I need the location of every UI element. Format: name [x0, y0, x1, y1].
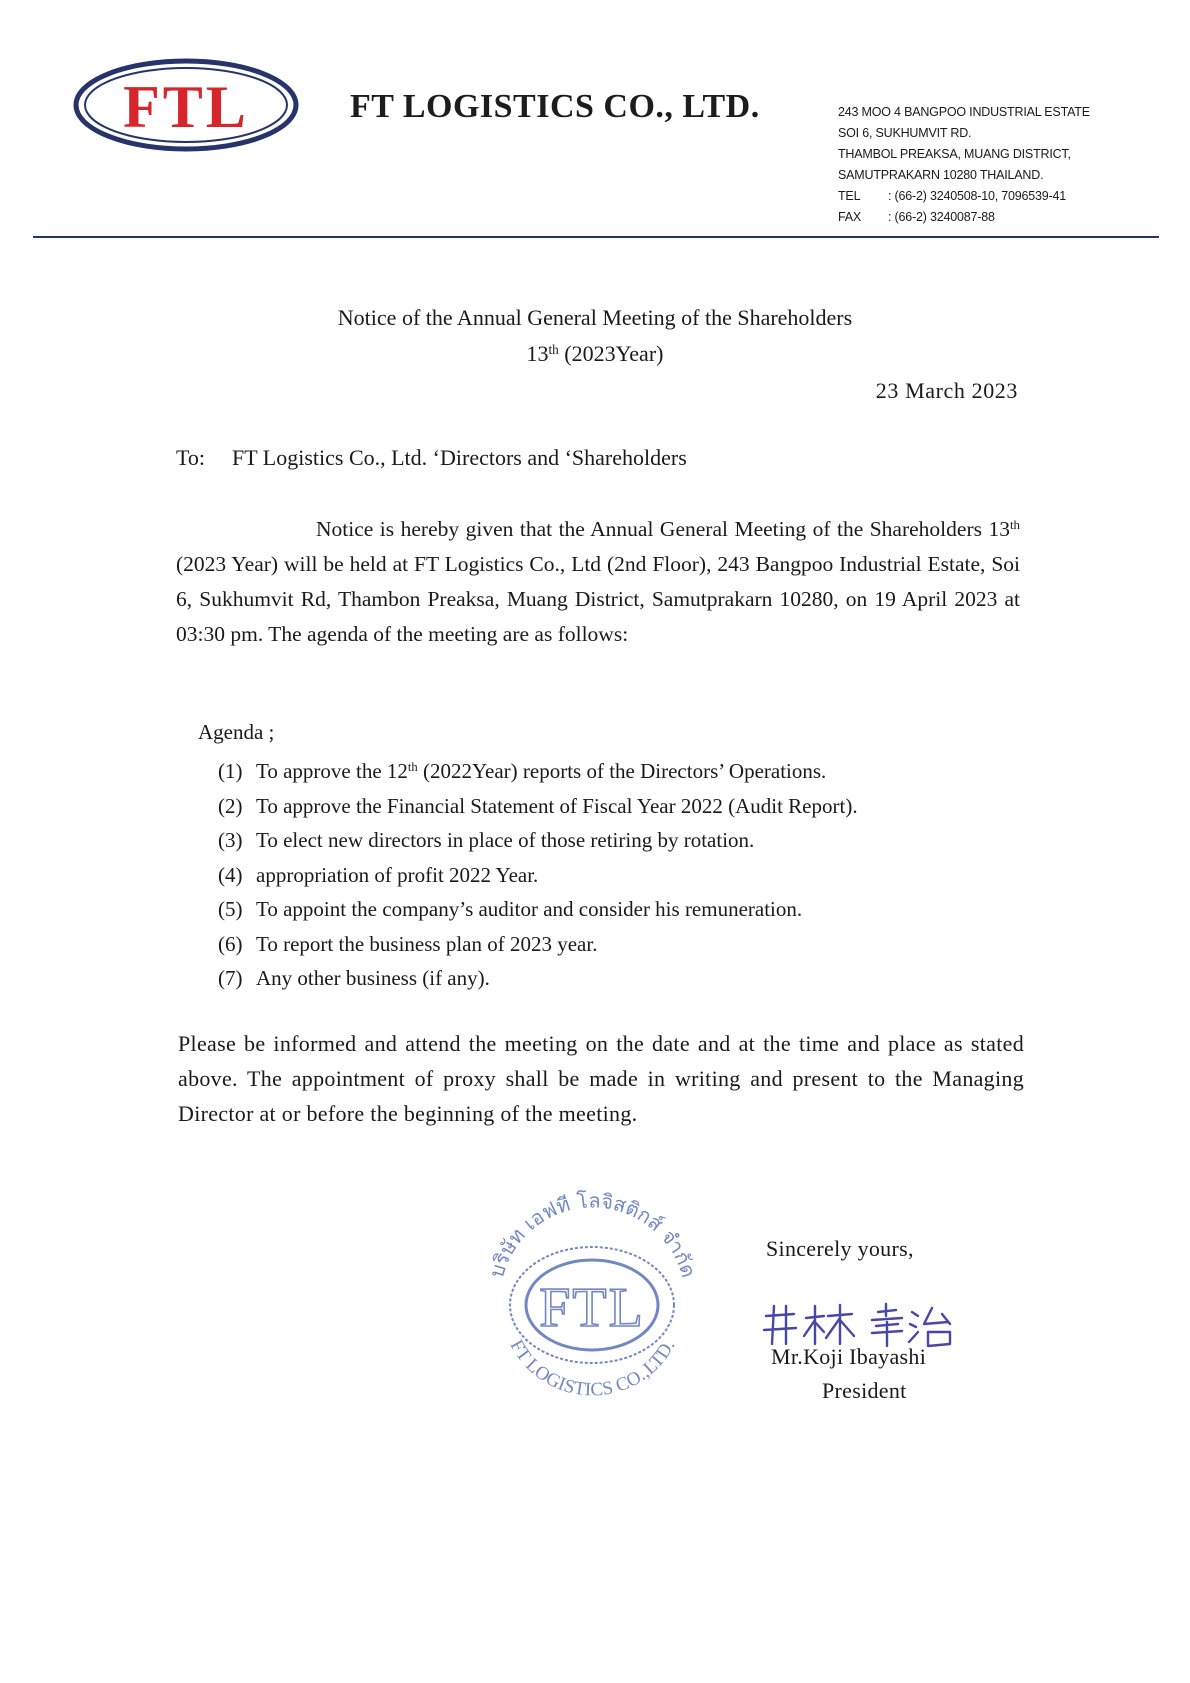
agenda-number: (3)	[218, 828, 243, 852]
svg-text:บริษัท เอฟที โลจิสติกส์ จำกัด: บริษัท เอฟที โลจิสติกส์ จำกัด	[484, 1188, 701, 1281]
subtitle-year: (2023Year)	[558, 341, 664, 366]
agenda-item	[218, 754, 858, 789]
agenda-number: (7)	[218, 966, 243, 990]
ftl-logo	[72, 55, 300, 175]
address-line-3: THAMBOL PREAKSA, MUANG DISTRICT,	[838, 147, 1071, 161]
agenda-text: To appoint the company’s auditor and consider his remuneration.	[256, 897, 803, 921]
notice-title: Notice of the Annual General Meeting of the Shareholders	[337, 305, 853, 330]
address-line-1: 243 MOO 4 BANGPOO INDUSTRIAL ESTATE	[838, 105, 1090, 119]
notice-body	[176, 512, 1020, 652]
closing-salutation: Sincerely yours,	[766, 1236, 914, 1261]
agenda-number: (2)	[218, 793, 243, 818]
body-suffix: th	[1009, 517, 1020, 532]
company-seal-stamp	[480, 1180, 705, 1415]
recipient-line	[176, 445, 687, 471]
agenda-text-rest: (2022Year) reports of the Directors’ Operations.	[417, 759, 827, 783]
tel-row	[838, 186, 1090, 207]
handwritten-signature	[760, 1300, 970, 1350]
fax-row	[838, 207, 1090, 228]
address-line-4: SAMUTPRAKARN 10280 THAILAND.	[838, 168, 1044, 182]
signer-name: Mr.Koji Ibayashi	[771, 1344, 927, 1369]
body-text-1: Notice is hereby given that the Annual General Meeting of the Shareholders 13	[316, 517, 1010, 541]
agenda-text: To approve the Financial Statement of Fiscal Year 2022 (Audit Report).	[256, 793, 858, 818]
agenda-item	[218, 927, 858, 962]
notice-subtitle	[0, 341, 1190, 367]
subtitle-suffix: th	[548, 341, 559, 357]
company-address	[838, 102, 1090, 228]
agenda-text: To elect new directors in place of those retiring by rotation.	[256, 828, 755, 852]
to-label: To:	[176, 445, 206, 470]
svg-text:FT LOGISTICS CO.,LTD.: FT LOGISTICS CO.,LTD.	[505, 1336, 680, 1401]
agenda-item	[218, 892, 858, 927]
fax-value: : (66-2) 3240087-88	[888, 210, 995, 224]
closing-paragraph: Please be informed and attend the meeting on the date and at the time and place as stated above. The appointment of proxy shall be made in writing and present to the Managing Director at or before the beginning of the meeting.	[178, 1031, 1024, 1126]
agenda-number: (1)	[218, 759, 243, 783]
agenda-item	[218, 823, 858, 858]
recipient-text: FT Logistics Co., Ltd. ‘Directors and ‘Shareholders	[232, 445, 687, 470]
fax-label: FAX	[838, 210, 862, 224]
subtitle-number: 13	[526, 341, 549, 366]
notice-date: 23 March 2023	[875, 378, 1018, 403]
agenda-text: Any other business (if any).	[256, 966, 490, 990]
logo-text: FTL	[123, 74, 249, 140]
agenda-text: To approve the 12	[256, 759, 408, 783]
company-name: FT LOGISTICS CO., LTD.	[350, 88, 760, 125]
agenda-text: appropriation of profit 2022 Year.	[256, 862, 539, 887]
agenda-number: (6)	[218, 931, 243, 956]
address-line-2: SOI 6, SUKHUMVIT RD.	[838, 126, 972, 140]
agenda-heading: Agenda ;	[198, 720, 275, 744]
svg-text:FTL: FTL	[539, 1277, 645, 1339]
agenda-item	[218, 961, 858, 996]
agenda-number: (4)	[218, 862, 243, 887]
tel-value: : (66-2) 3240508-10, 7096539-41	[888, 189, 1066, 203]
tel-label: TEL	[838, 189, 861, 203]
agenda-number: (5)	[218, 897, 243, 921]
signer-title: President	[822, 1378, 907, 1403]
agenda-suffix: th	[407, 760, 418, 775]
agenda-item	[218, 858, 858, 893]
body-text-2: (2023 Year) will be held at FT Logistics Co., Ltd (2nd Floor), 243 Bangpoo Industrial Estate, Soi 6, Sukhumvit Rd, Thambon Preaksa, Muang District, Samutprakarn 10280, on 19 April 2023 at 03:30 pm. The agenda of the meeting are as follows:	[176, 552, 1020, 646]
header-divider	[33, 236, 1159, 238]
agenda-text: To report the business plan of 2023 year.	[256, 931, 598, 956]
agenda-item	[218, 789, 858, 824]
agenda-list	[218, 754, 858, 996]
